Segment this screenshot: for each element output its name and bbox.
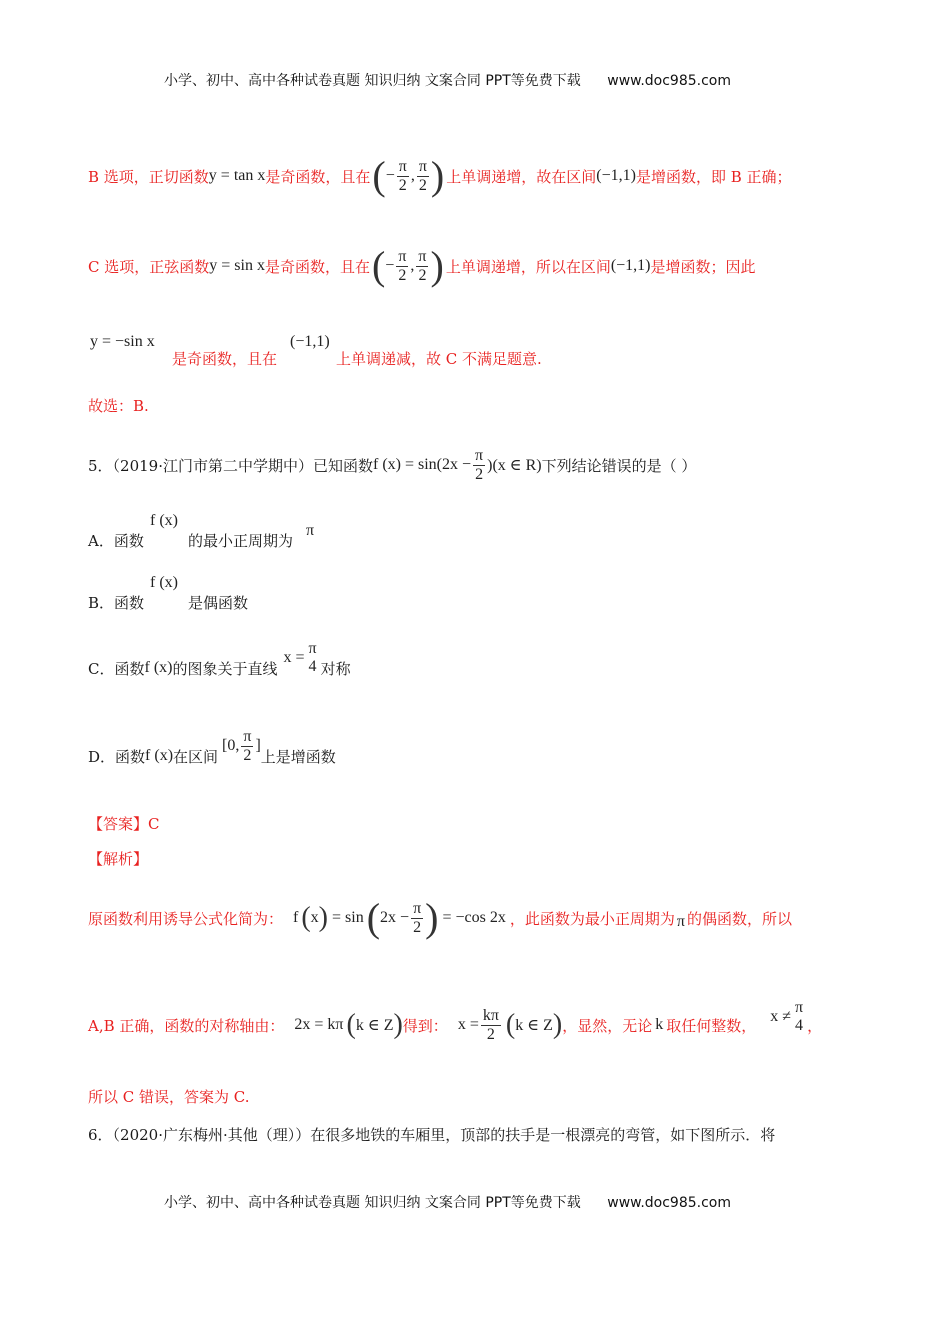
option-a: [88, 512, 388, 552]
analysis-line-3: 所以 C 错误，答案为 C.: [88, 1088, 250, 1106]
math-interval: (−1,1): [610, 257, 651, 274]
math-axis-result: x = $\frac{k\pi}{2}$ ( k ∈ Z ): [457, 1006, 563, 1043]
analysis-title: 【解析】: [88, 850, 149, 868]
math-fx: f (x): [150, 512, 178, 529]
option-text: 在区间: [173, 747, 219, 766]
text: C 选项，正弦函数: [88, 257, 210, 276]
question-text: 5．（2019·江门市第二中学期中）已知函数: [88, 456, 373, 475]
option-label: C．函数: [88, 659, 145, 678]
text: 上单调递减，故 C 不满足题意.: [336, 350, 542, 368]
math-fx: f (x): [145, 747, 174, 764]
option-c: [88, 640, 351, 696]
math-closed-interval: [0, $\frac{\pi}{2}$ ]: [222, 727, 261, 764]
option-text: 是偶函数: [188, 594, 249, 612]
answer-label: 【答案】: [88, 815, 149, 833]
option-label: B．函数: [88, 594, 145, 612]
text: B 选项，正切函数: [88, 167, 209, 186]
math-pi: π: [676, 913, 685, 930]
option-b: [88, 574, 388, 614]
option-b-explanation: [88, 148, 792, 204]
question-text: 下列结论错误的是（ ）: [541, 456, 697, 475]
answer-value: C: [148, 815, 160, 833]
analysis-text: 取任何整数，: [666, 1016, 757, 1035]
math-open-interval: ( − $\frac{\pi}{2}$ , $\frac{\pi}{2}$ ): [371, 243, 444, 288]
math-x-neq-pi-4: x ≠ π 4: [770, 999, 804, 1034]
option-d: [88, 728, 336, 784]
math-simplification: f ( x ) = sin ( 2x − $\frac{\pi}{2}$ ) = −cos 2x: [293, 895, 506, 940]
footer-url: www.doc985.com: [607, 1195, 731, 1211]
math-axis-condition: 2x = kπ ( k ∈ Z ): [294, 1009, 403, 1040]
math-k: k: [655, 1016, 664, 1033]
option-c-explanation-continued: [90, 333, 850, 373]
option-label: A．函数: [88, 532, 144, 550]
footer-text: 小学、初中、高中各种试卷真题 知识归纳 文案合同 PPT等免费下载: [164, 1195, 581, 1211]
math-fx: f (x): [150, 574, 178, 591]
text: 是增函数，即 B 正确；: [635, 167, 792, 186]
option-label: D．函数: [88, 747, 146, 766]
analysis-text: ，显然，无论: [562, 1016, 653, 1035]
math-open-interval: ( − $\frac{\pi}{2}$ , $\frac{\pi}{2}$ ): [372, 153, 445, 198]
analysis-line-2: [88, 998, 822, 1052]
option-text: 的最小正周期为: [188, 532, 294, 550]
math-function-definition: f (x) = sin(2x − $\frac{\pi}{2}$ )(x ∈ R): [373, 446, 542, 483]
text: 是奇函数，且在: [265, 167, 371, 186]
question-6: 6．（2020·广东梅州·其他（理））在很多地铁的车厢里，顶部的扶手是一根漂亮的弯管，如下图所示．将: [88, 1126, 776, 1144]
text: 是增函数；因此: [650, 257, 756, 276]
math-interval: (−1,1): [290, 333, 330, 350]
option-text: 上是增函数: [260, 747, 336, 766]
choose-answer: 故选：B.: [88, 397, 149, 415]
analysis-text: 原函数利用诱导公式化简为：: [88, 909, 284, 928]
text: 是奇函数，且在: [172, 350, 278, 368]
math-y-sin-x: y = sin x: [209, 257, 265, 274]
header-url: www.doc985.com: [607, 73, 731, 89]
analysis-line-1: [88, 888, 792, 948]
option-text: 的图象关于直线: [172, 659, 278, 678]
page-footer: [164, 1192, 731, 1212]
option-c-explanation: [88, 238, 756, 294]
answer: [88, 813, 160, 834]
option-text: 对称: [320, 659, 351, 678]
page-header: [164, 70, 731, 90]
analysis-text: 得到：: [402, 1016, 448, 1035]
analysis-text: A,B 正确，函数的对称轴由：: [88, 1016, 285, 1035]
analysis-text: ，此函数为最小正周期为: [509, 909, 675, 928]
math-fx: f (x): [144, 659, 173, 676]
analysis-text: ，: [807, 1016, 823, 1035]
math-y-tan-x: y = tan x: [208, 167, 266, 184]
text: 上单调递增，故在区间: [446, 167, 597, 186]
analysis-text: 的偶函数，所以: [686, 909, 792, 928]
text: 上单调递增，所以在区间: [445, 257, 611, 276]
header-text: 小学、初中、高中各种试卷真题 知识归纳 文案合同 PPT等免费下载: [164, 73, 581, 89]
math-pi: π: [306, 522, 315, 539]
math-x-eq-pi-4: x = π 4: [283, 640, 317, 675]
math-y-neg-sin-x: y = −sin x: [90, 333, 155, 350]
question-5: [88, 440, 696, 490]
text: 是奇函数，且在: [264, 257, 370, 276]
math-interval: (−1,1): [596, 167, 636, 184]
